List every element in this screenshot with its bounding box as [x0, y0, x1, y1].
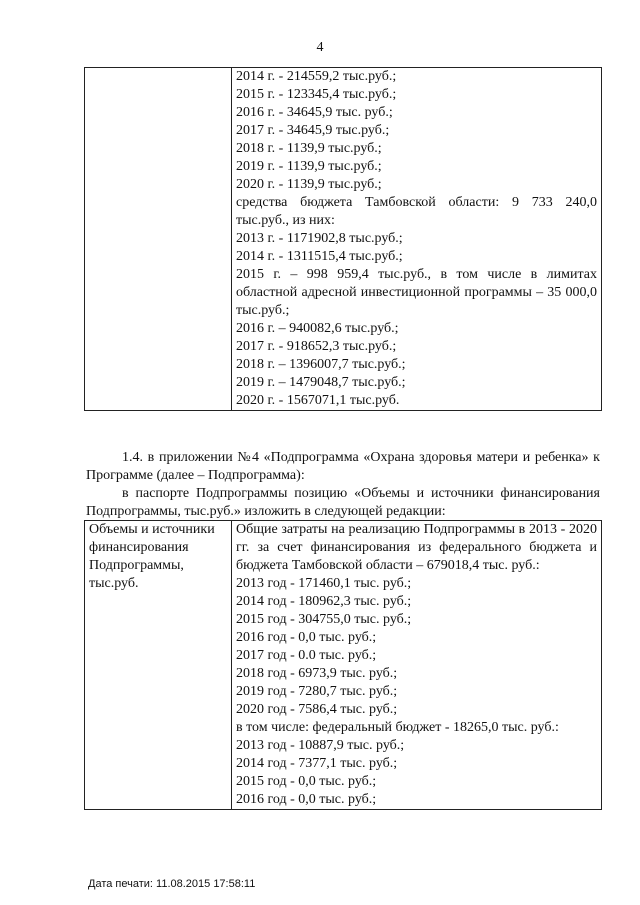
funding-line: 2015 г. – 998 959,4 тыс.руб., в том числе в лимитах областной адресной инвестиционной программы – 35 000,0 тыс.руб.; — [236, 267, 597, 318]
print-date: Дата печати: 11.08.2015 17:58:11 — [88, 878, 256, 890]
funding-line: 2016 год - 0,0 тыс. руб.; — [236, 792, 377, 807]
table-row — [85, 521, 602, 810]
funding-line: 2016 г. – 940082,6 тыс.руб.; — [236, 321, 399, 336]
funding-line: 2014 г. - 1311515,4 тыс.руб.; — [236, 249, 403, 264]
table-right-cell — [232, 68, 602, 411]
funding-line: 2017 г. - 34645,9 тыс.руб.; — [236, 123, 390, 138]
funding-line: 2014 год - 7377,1 тыс. руб.; — [236, 756, 398, 771]
funding-line: 2019 г. – 1479048,7 тыс.руб.; — [236, 375, 406, 390]
funding-line: 2020 г. - 1567071,1 тыс.руб. — [236, 393, 400, 408]
subprogram-funding-table — [84, 520, 602, 810]
funding-line: 2018 г. – 1396007,7 тыс.руб.; — [236, 357, 406, 372]
funding-line: 2014 год - 180962,3 тыс. руб.; — [236, 594, 412, 609]
funding-line: 2017 г. - 918652,3 тыс.руб.; — [236, 339, 397, 354]
instruction-paragraph — [86, 485, 600, 521]
amendment-paragraph — [86, 449, 600, 485]
funding-line: 2018 год - 6973,9 тыс. руб.; — [236, 666, 398, 681]
funding-line: 2015 год - 304755,0 тыс. руб.; — [236, 612, 412, 627]
table-left-cell: Объемы и источники финансирования Подпрограммы, тыс.руб. — [85, 521, 232, 810]
page-number: 4 — [316, 40, 324, 55]
funding-line: 2014 г. - 214559,2 тыс.руб.; — [236, 69, 397, 84]
funding-line: в том числе: федеральный бюджет - 18265,0 тыс. руб.: — [236, 720, 559, 735]
funding-line: 2017 год - 0.0 тыс. руб.; — [236, 648, 377, 663]
table-row — [85, 68, 602, 411]
paragraph-text: в паспорте Подпрограммы позицию «Объемы и источники финансирования Подпрограммы, тыс.руб.» изложить в следующей редакции: — [86, 486, 600, 519]
table-right-cell — [232, 521, 602, 810]
funding-line: 2013 год - 10887,9 тыс. руб.; — [236, 738, 405, 753]
table-left-cell — [85, 68, 232, 411]
funding-table-continued — [84, 67, 602, 411]
paragraph-text: 1.4. в приложении №4 «Подпрограмма «Охрана здоровья матери и ребенка» к Программе (далее – Подпрограмма): — [86, 450, 600, 483]
funding-line: 2020 г. - 1139,9 тыс.руб.; — [236, 177, 382, 192]
funding-line: 2013 г. - 1171902,8 тыс.руб.; — [236, 231, 403, 246]
funding-line: средства бюджета Тамбовской области: 9 733 240,0 тыс.руб., из них: — [236, 195, 597, 228]
funding-line: 2018 г. - 1139,9 тыс.руб.; — [236, 141, 382, 156]
funding-line: 2020 год - 7586,4 тыс. руб.; — [236, 702, 398, 717]
funding-line: 2015 год - 0,0 тыс. руб.; — [236, 774, 377, 789]
funding-line: 2013 год - 171460,1 тыс. руб.; — [236, 576, 412, 591]
funding-line: 2019 год - 7280,7 тыс. руб.; — [236, 684, 398, 699]
funding-line: 2016 г. - 34645,9 тыс. руб.; — [236, 105, 393, 120]
funding-line: Общие затраты на реализацию Подпрограммы в 2013 - 2020 гг. за счет финансирования из федерального бюджета и бюджета Тамбовской области – 679018,4 тыс. руб.: — [236, 522, 597, 573]
funding-line: 2015 г. - 123345,4 тыс.руб.; — [236, 87, 397, 102]
funding-line: 2019 г. - 1139,9 тыс.руб.; — [236, 159, 382, 174]
funding-line: 2016 год - 0,0 тыс. руб.; — [236, 630, 377, 645]
